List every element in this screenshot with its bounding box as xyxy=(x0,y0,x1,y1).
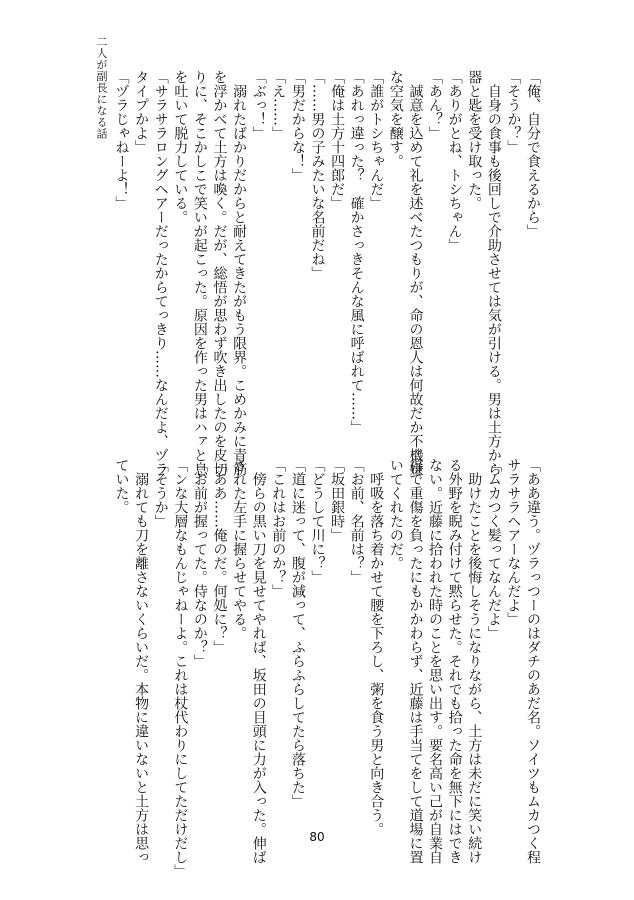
text-column: 呼吸を落ち着かせて腰を下ろし、粥を食う男と向き合う。 xyxy=(368,458,385,836)
text-column: 「ヅラじゃねーよ！」 xyxy=(113,70,130,210)
text-column: 「お前、名前は？」 xyxy=(348,458,365,584)
text-column: タイプかよ」 xyxy=(133,70,150,154)
text-column: 器と匙を受け取った。 xyxy=(466,70,483,210)
text-column: 「そうか」 xyxy=(152,458,169,528)
text-column: 「ムカつく髪ってなんだよ」 xyxy=(485,458,502,640)
text-column: 「ああ……俺のだ。何処に？」 xyxy=(211,458,228,654)
text-column: 「え……」 xyxy=(270,70,287,140)
text-column: サラサラヘアーなんだよ」 xyxy=(505,458,522,626)
text-column: 溺れたばかりだからと耐えてきたがもう限界。こめかみに青筋 xyxy=(231,70,248,476)
text-column: 「道に迷って、腹が減って、ふらふらしてたら落ちた」 xyxy=(289,458,306,808)
text-column: 「そうか？」 xyxy=(505,70,522,154)
text-block-top xyxy=(111,70,542,476)
text-column: りに、そこかしこで笑いが起こった。原因を作った男はハァと息 xyxy=(191,70,208,476)
text-column: 自身の食事も後回しで介助させては気が引ける。男は土方から xyxy=(485,70,502,476)
text-column: 「坂田銀時」 xyxy=(329,458,346,542)
text-column: 「お前が握ってた。侍なのか？」 xyxy=(191,458,208,668)
text-column: を吐いて脱力している。 xyxy=(172,70,189,224)
text-column: 溺れても刀を離さないくらいだ。本物に違いないと土方は思っ xyxy=(133,458,150,864)
page-number: 80 xyxy=(309,830,325,844)
text-column: 「サラサラロングヘアーだったからてっきり……なんだよ、ヅラ xyxy=(152,70,169,476)
text-column: 「あん？」 xyxy=(427,70,444,140)
text-column: 傍らの黒い刀を見せてやれば、坂田の目頭に力が入った。伸ば xyxy=(250,458,267,864)
text-column: 「男だからな！」 xyxy=(289,70,306,182)
text-column: 誠意を込めて礼を述べたつもりが、命の恩人は何故だか不機嫌 xyxy=(407,70,424,476)
running-head: 二人が副長になる話 xyxy=(95,36,108,140)
text-column: 助けたことを後悔しそうになりながら、土方は未だに笑い続け xyxy=(466,458,483,864)
text-column: を浮かべて土方は喚く。だが、総悟が思わず吹き出したのを皮切 xyxy=(211,70,228,476)
text-column: 「……男の子みたいな名前だね」 xyxy=(309,70,326,280)
text-column: いてくれたのだ。 xyxy=(387,458,404,570)
text-column: 「俺、自分で食えるから」 xyxy=(525,70,541,238)
text-column: 「ああ違う。ヅラっつーのはダチのあだ名。ソイツもムカつく程 xyxy=(525,458,541,864)
text-column: 「誰がトシちゃんだ」 xyxy=(368,70,385,210)
text-column: ていた。 xyxy=(113,458,130,514)
text-column: 「どうして川に？」 xyxy=(309,458,326,584)
text-column: 得で重傷を負ったにもかかわらず、近藤は手当てをして道場に置 xyxy=(407,458,424,864)
text-column: 「俺は土方十四郎だ」 xyxy=(329,70,346,210)
text-column: 「これはお前のか？」 xyxy=(270,458,287,598)
text-column: 「ぶっ！」 xyxy=(250,70,267,140)
text-column: 「ありがとね、トシちゃん」 xyxy=(446,70,463,252)
text-column: る外野を睨み付けて黙らせた。それでも拾った命を無下にはでき xyxy=(446,458,463,864)
text-column: な空気を醸す。 xyxy=(387,70,404,168)
text-column: 「あれっ違った？ 確かさっきそんな風に呼ばれて……」 xyxy=(348,70,365,434)
text-column: ない。近藤に拾われた時のことを思い出す。要名高い己が自業自 xyxy=(427,458,444,864)
text-column: された左手に握らせてやる。 xyxy=(231,458,248,640)
text-column: 「ンな大層なもんじゃねーよ。これは杖代わりにしてただけだし」 xyxy=(172,458,189,878)
